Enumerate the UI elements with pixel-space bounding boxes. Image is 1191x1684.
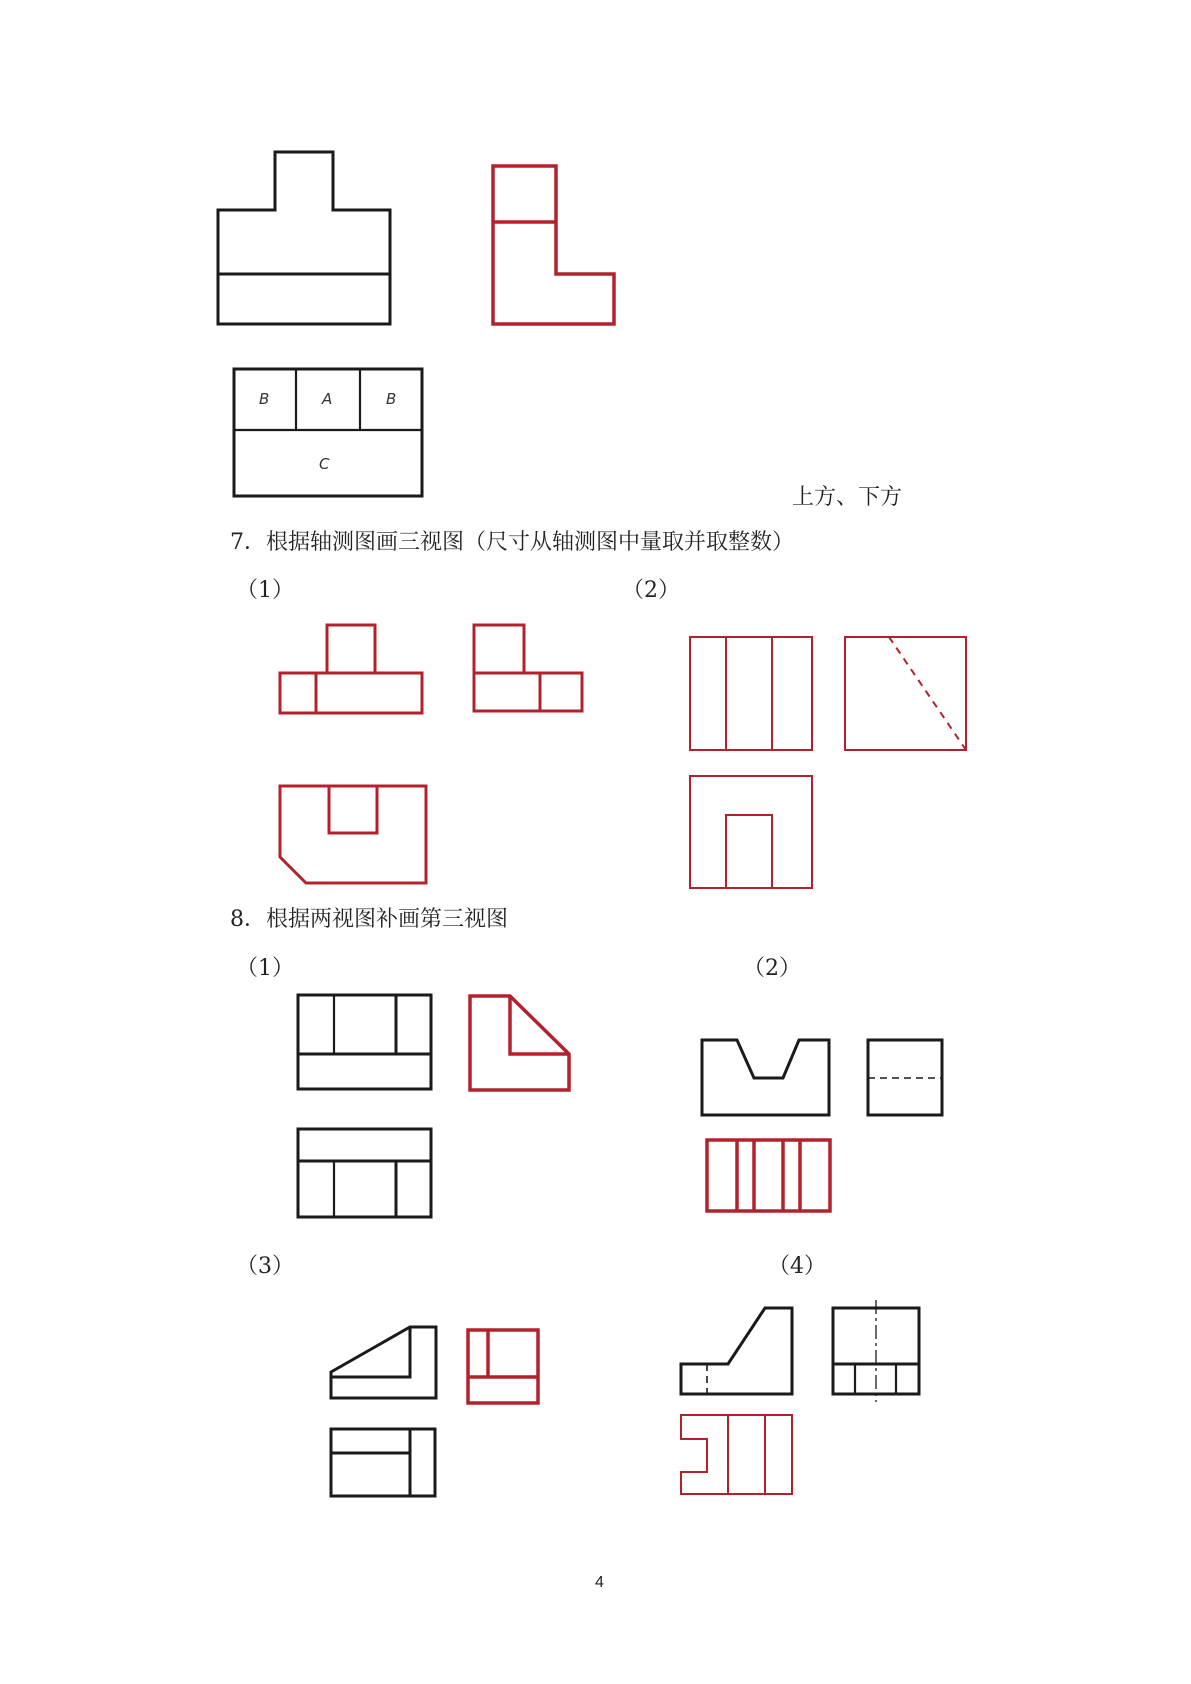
s8-3-top [331,1429,435,1496]
section-8-sub-1: （1） [236,956,294,981]
s8-4-top-answer [681,1415,792,1494]
section-8-sub-4: （4） [768,1254,826,1279]
section-7-sub-1: （1） [236,578,294,603]
s8-3-side-answer [468,1330,538,1403]
page-number: 4 [595,1574,604,1591]
label-a: A [322,390,333,408]
s8-2-top-answer [707,1140,830,1211]
section-8-sub-3: （3） [236,1254,294,1279]
s8-4-front [681,1308,792,1394]
s8-1-top [298,1129,431,1217]
s8-2-front [702,1040,829,1115]
label-b-right: B [386,390,397,408]
label-b-left: B [259,390,270,408]
answer-annotation: 上方、下方 [792,485,903,510]
s8-1-side-answer [470,996,569,1090]
section-8-title: 8．根据两视图补画第三视图 [230,907,508,932]
section-7-title: 7．根据轴测图画三视图（尺寸从轴测图中量取并取整数） [230,530,794,555]
s8-1-front [298,995,431,1089]
label-c: C [319,455,330,473]
section-8-sub-2: （2） [743,956,801,981]
section-7-sub-2: （2） [622,578,680,603]
s8-3-front [331,1327,436,1398]
